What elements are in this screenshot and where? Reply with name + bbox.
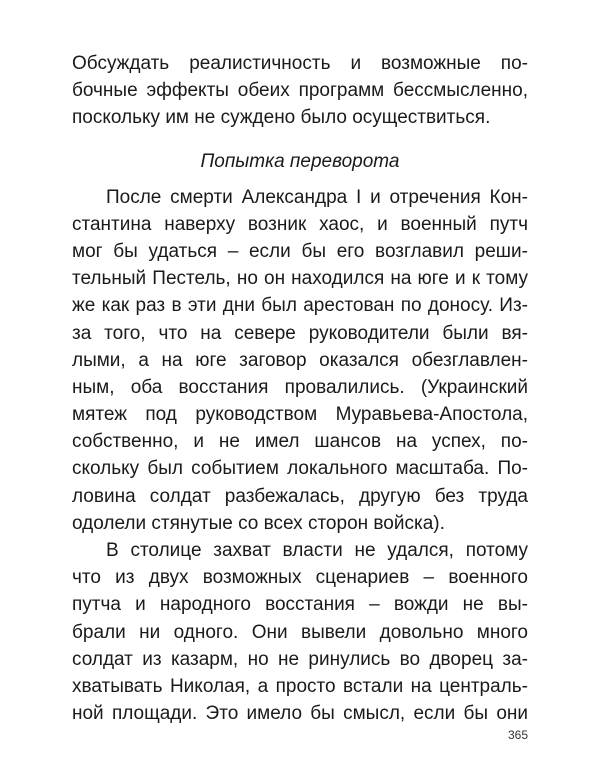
text-line: собственно, и не имел шансов на успех, по- bbox=[72, 431, 528, 453]
text-line: что из двух возможных сценариев – военного bbox=[72, 567, 528, 589]
text-line: путча и народного восстания – вожди не вы- bbox=[72, 594, 528, 616]
paragraph-1 bbox=[72, 50, 528, 132]
text-line: за того, что на севере руководители были вя- bbox=[72, 322, 528, 344]
text-line: После смерти Александра I и отречения Кон- bbox=[106, 186, 528, 208]
paragraph-2 bbox=[72, 184, 528, 537]
text-line: же как раз в эти дни был арестован по доносу. Из- bbox=[72, 295, 528, 317]
text-line: брали ни одного. Они вывели довольно много bbox=[72, 621, 528, 643]
text-line: ной площади. Это имело бы смысл, если бы они bbox=[72, 703, 528, 725]
paragraph-3 bbox=[72, 537, 528, 727]
text-line: хватывать Николая, а просто встали на централь- bbox=[72, 675, 528, 697]
text-line: Обсуждать реалистичность и возможные по- bbox=[72, 53, 528, 74]
text-line: тельный Пестель, но он находился на юге и к тому bbox=[72, 268, 528, 290]
text-line: скольку был событием локального масштаба. По- bbox=[72, 458, 528, 480]
text-line: одолели стянутые со всех сторон войска). bbox=[72, 512, 445, 534]
text-line: мог бы удаться – если бы его возглавил реши- bbox=[72, 240, 528, 262]
text-line: лыми, а на юге заговор оказался обезглавлен- bbox=[72, 349, 528, 371]
section-heading: Попытка переворота bbox=[200, 150, 400, 172]
text-line: бочные эффекты обеих программ бессмысленно, bbox=[72, 80, 528, 102]
text-line: стантина наверху возник хаос, и военный путч bbox=[72, 213, 528, 235]
text-line: солдат из казарм, но не ринулись во дворец за- bbox=[72, 648, 528, 670]
page-number: 365 bbox=[507, 728, 528, 742]
text-line: В столице захват власти не удался, потому bbox=[106, 540, 528, 561]
text-line: ным, оба восстания провалились. (Украинский bbox=[72, 376, 528, 398]
text-line: ловина солдат разбежалась, другую без труда bbox=[72, 485, 528, 507]
text-line: мятеж под руководством Муравьева-Апостола, bbox=[72, 404, 528, 426]
body-text bbox=[72, 50, 528, 727]
text-line: поскольку им не суждено было осуществиться. bbox=[72, 107, 491, 129]
